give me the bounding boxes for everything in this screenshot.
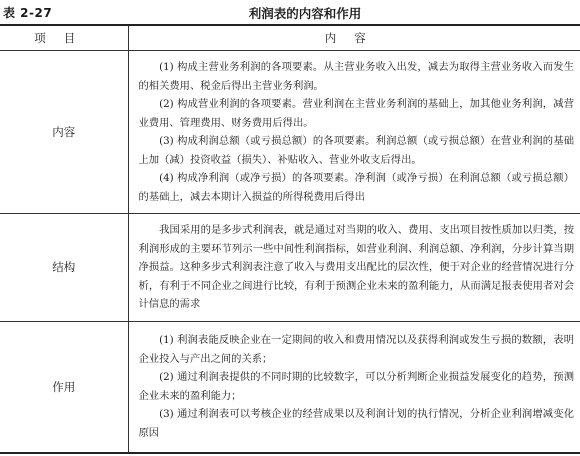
paragraph: (2) 构成营业利润的各项要素。营业利润在主营业务利润的基础上，加其他业务利润，减营业费用、管理费用、财务费用后得出。 bbox=[138, 98, 574, 129]
row-label-structure: 结构 bbox=[0, 214, 128, 321]
paragraph: (2) 通过利润表提供的不同时期的比较数字，可以分析判断企业损益发展变化的趋势，预测企业未来的盈利能力； bbox=[138, 371, 574, 402]
row-text-content bbox=[128, 51, 580, 214]
paragraph: (1) 构成主营业务利润的各项要素。从主营业务收入出发，减去为取得主营业务收入而发生的相关费用、税金后得出主营业务利润。 bbox=[138, 61, 574, 92]
paragraph: (1) 利润表能反映企业在一定期间的收入和费用情况以及获得利润或发生亏损的数额，表明企业投入与产出之间的关系； bbox=[138, 334, 574, 365]
row-label-function: 作用 bbox=[0, 321, 128, 453]
paragraph: 我国采用的是多步式利润表，就是通过对当期的收入、费用、支出项目按性质加以归类，按利润形成的主要环节列示一些中间性利润指标，如营业利润、利润总额、净利润，分步计算当期净损益。这种多步式利润表注意了收入与费用支出配比的层次性，便于对企业的经营情况进行分析，有利于不同企业之间进行比较，有利于预测企业未来的盈利能力，从而满足报表使用者对会计信息的需求 bbox=[138, 224, 574, 311]
table-caption bbox=[0, 3, 580, 23]
table-row bbox=[0, 321, 580, 453]
row-text-function bbox=[128, 321, 580, 453]
table-row bbox=[0, 214, 580, 321]
paragraph: (4) 构成净利润（或净亏损）的各项要素。净利润（或净亏损）在利润总额（或亏损总额）的基础上，减去本期计入损益的所得税费用后得出 bbox=[138, 172, 574, 203]
header-row bbox=[0, 25, 580, 51]
paragraph: (3) 通过利润表可以考核企业的经营成果以及利润计划的执行情况，分析企业利润增减变化原因 bbox=[138, 408, 574, 439]
paragraph: (3) 构成利润总额（或亏损总额）的各项要素。利润总额（或亏损总额）在营业利润的基础上加（减）投资收益（损失）、补贴收入、营业外收支后得出。 bbox=[138, 135, 574, 166]
table-title: 利润表的内容和作用 bbox=[248, 6, 362, 21]
income-statement-table bbox=[0, 24, 580, 454]
row-label-content: 内容 bbox=[0, 51, 128, 214]
table-row bbox=[0, 51, 580, 214]
header-item: 项目 bbox=[0, 25, 128, 51]
header-content: 内容 bbox=[128, 25, 580, 51]
row-text-structure bbox=[128, 214, 580, 321]
table-number: 表 2-27 bbox=[3, 6, 53, 20]
